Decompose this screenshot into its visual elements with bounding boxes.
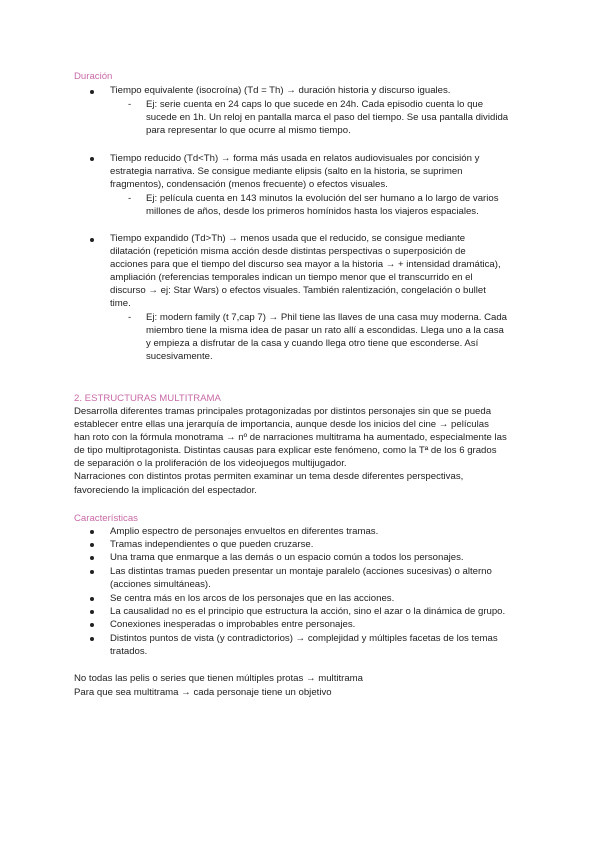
- sub-item-text: sucede en 1h. Un reloj en pantalla marca el paso del tiempo. Se usa pantalla dividida: [146, 112, 509, 123]
- section-heading-estructuras: 2. ESTRUCTURAS MULTITRAMA: [74, 393, 221, 404]
- paragraph-line: Narraciones con distintos protas permiten examinar un tema desde diferentes perspectivas,: [74, 471, 464, 482]
- paragraph-line: de separación o la proliferación de los videojuegos multijugador.: [74, 458, 347, 469]
- list-item-text: estrategia narrativa. Se consigue mediante elipsis (salto en la historia, se suprimen: [110, 166, 463, 177]
- list-item-text: Tramas independientes o que pueden cruzarse.: [110, 539, 314, 550]
- list-item-text: Una trama que enmarque a las demás o un espacio común a todos los personajes.: [110, 552, 464, 563]
- bullet: [90, 610, 94, 614]
- sub-item-text: y empieza a disfrutar de la casa y cuando llega otro tiene que esconderse. Así: [146, 338, 479, 349]
- note-line: No todas las pelis o series que tienen múltiples protas → multitrama: [74, 673, 364, 684]
- list-item-text: fragmentos), condensación (menos frecuente) o efectos visuales.: [110, 179, 388, 190]
- list-item-text: discurso → ej: Star Wars) o efectos visuales. También ralentización, congelación o bullet: [110, 285, 486, 296]
- paragraph-line: establecer entre ellas una jerarquía de importancia, aunque desde los inicios del cine → películas: [74, 419, 489, 430]
- bullet: [90, 157, 94, 161]
- list-item-text: Las distintas tramas pueden presentar un montaje paralelo (acciones sucesivas) o alterno: [110, 566, 492, 577]
- list-item-text: time.: [110, 298, 131, 309]
- sub-item-text: Ej: película cuenta en 143 minutos la evolución del ser humano a lo largo de varios: [146, 193, 499, 204]
- list-item-text: Amplio espectro de personajes envueltos en diferentes tramas.: [110, 526, 379, 537]
- bullet: [90, 90, 94, 94]
- section-heading-caracteristicas: Características: [74, 513, 138, 524]
- paragraph-line: favoreciendo la implicación del espectador.: [74, 485, 257, 496]
- list-item-text: (acciones simultáneas).: [110, 579, 211, 590]
- list-item-text: Se centra más en los arcos de los personajes que en las acciones.: [110, 593, 395, 604]
- list-item-text: Distintos puntos de vista (y contradictorios) → complejidad y múltiples facetas de los temas: [110, 633, 498, 644]
- sub-item-text: millones de años, desde los primeros homínidos hasta los viajeros espaciales.: [146, 206, 479, 217]
- bullet: [90, 530, 94, 534]
- sub-item-text: Ej: serie cuenta en 24 caps lo que sucede en 24h. Cada episodio cuenta lo que: [146, 99, 484, 110]
- bullet: [90, 637, 94, 641]
- list-item-text: Tiempo reducido (Td<Th) → forma más usada en relatos audiovisuales por concisión y: [110, 153, 480, 164]
- section-heading-duracion: Duración: [74, 71, 113, 82]
- list-item-text: Tiempo equivalente (isocroína) (Td = Th) → duración historia y discurso iguales.: [110, 85, 451, 96]
- list-item-text: Tiempo expandido (Td>Th) → menos usada que el reducido, se consigue mediante: [110, 233, 466, 244]
- list-item-text: acciones para que el tiempo del discurso sea mayor a la historia → + intensidad dramática),: [110, 259, 501, 270]
- list-item-text: Conexiones inesperadas o improbables entre personajes.: [110, 619, 356, 630]
- bullet: [90, 570, 94, 574]
- sub-item-text: Ej: modern family (t 7,cap 7) → Phil tiene las llaves de una casa muy moderna. Cada: [146, 312, 508, 323]
- paragraph-line: de tipo multiprotagonista. Distintas causas para explicar este fenómeno, como la Tª de los 6 grados: [74, 445, 497, 456]
- dash-marker: -: [128, 312, 132, 323]
- list-item-text: dilatación (repetición misma acción desde distintas perspectivas o superposición de: [110, 246, 466, 257]
- paragraph-line: han roto con la fórmula monotrama → nº de narraciones multitrama ha aumentado, especialmente las: [74, 432, 507, 443]
- sub-item-text: miembro tiene la misma idea de pasar un rato allí a escondidas. Llega uno a la casa: [146, 325, 504, 336]
- bullet: [90, 543, 94, 547]
- dash-marker: -: [128, 193, 132, 204]
- list-item-text: tratados.: [110, 646, 148, 657]
- bullet: [90, 238, 94, 242]
- bullet: [90, 623, 94, 627]
- sub-item-text: sucesivamente.: [146, 351, 213, 362]
- list-item-text: La causalidad no es el principio que estructura la acción, sino el azar o la dinámica de grupo.: [110, 606, 506, 617]
- dash-marker: -: [128, 99, 132, 110]
- paragraph-line: Desarrolla diferentes tramas principales protagonizadas por distintos personajes sin que se pueda: [74, 406, 492, 417]
- note-line: Para que sea multitrama → cada personaje tiene un objetivo: [74, 687, 332, 698]
- bullet: [90, 556, 94, 560]
- list-item-text: ampliación (referencias temporales indican un tiempo menor que el transcurrido en el: [110, 272, 473, 283]
- bullet: [90, 597, 94, 601]
- sub-item-text: para representar lo que ocurre al mismo tiempo.: [146, 125, 351, 136]
